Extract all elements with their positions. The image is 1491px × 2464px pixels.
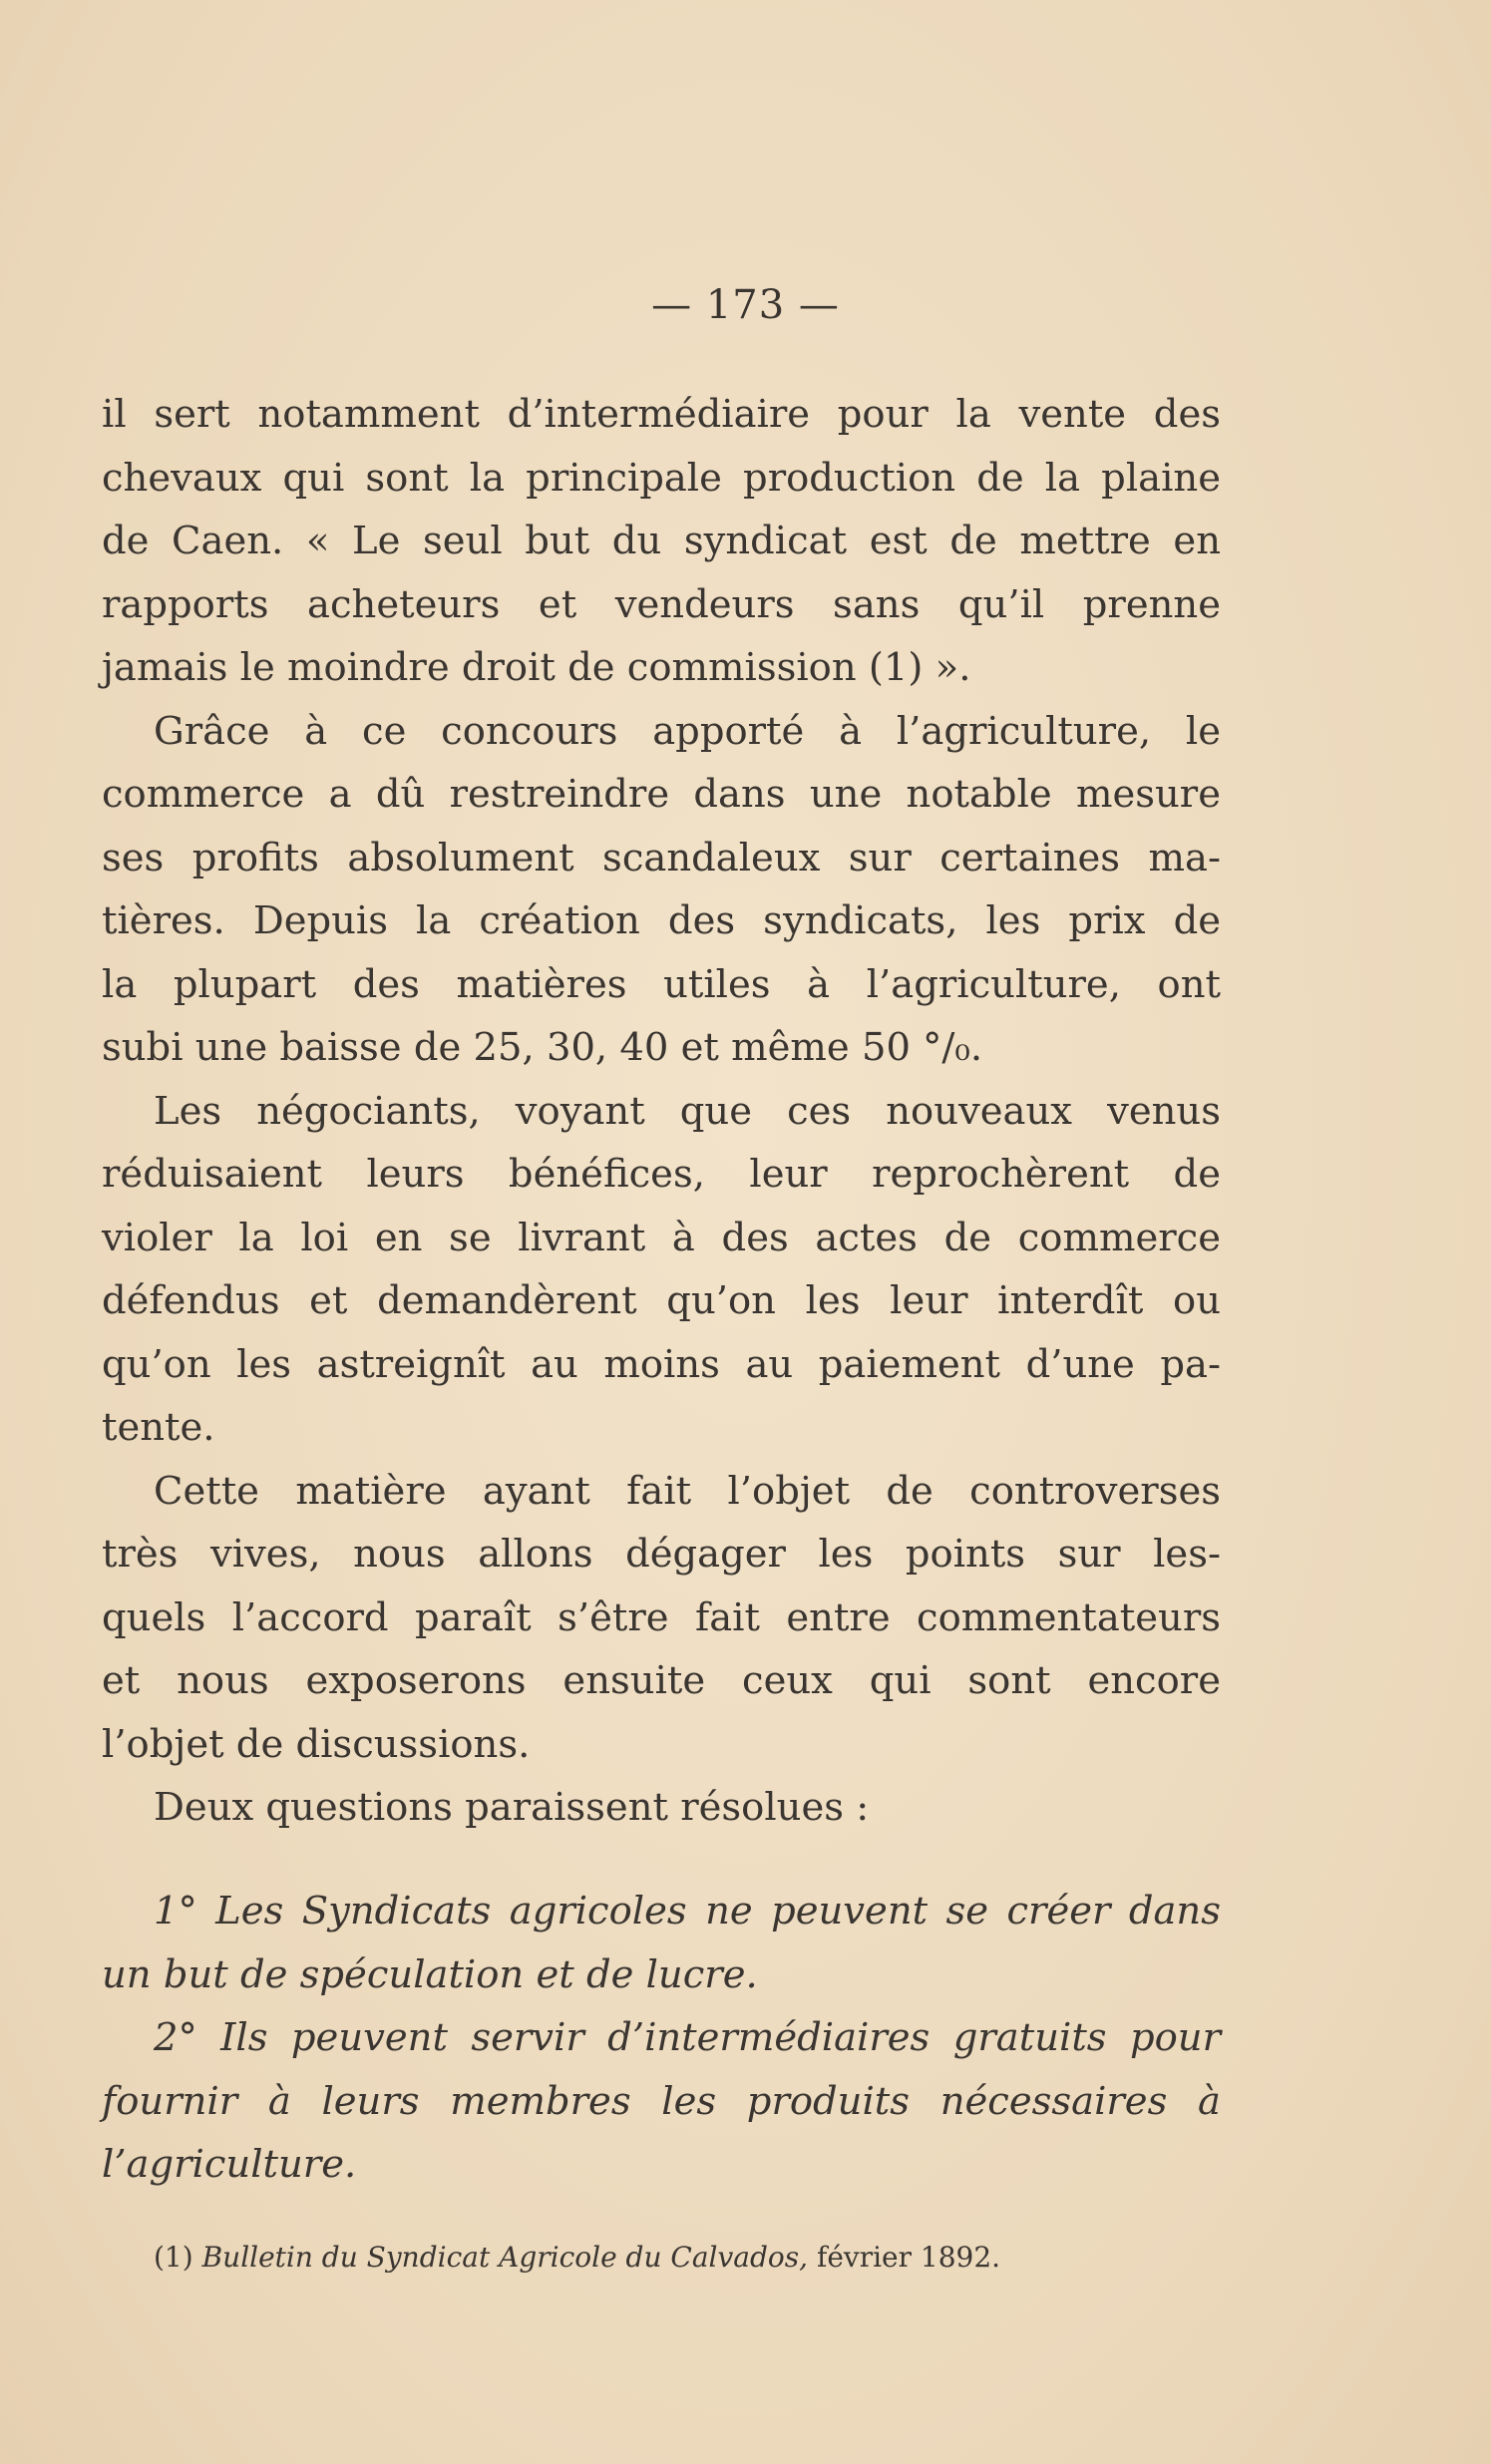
text-line: réduisaient leurs bénéfices, leur reprochèrent de	[102, 1152, 1221, 1197]
text-line: il sert notamment d’intermédiaire pour la vente des	[102, 392, 1221, 437]
text-line: chevaux qui sont la principale production de la plaine	[102, 455, 1221, 501]
text-line: rapports acheteurs et vendeurs sans qu’il prenne	[102, 581, 1221, 627]
page-number: — 173 —	[651, 282, 840, 328]
text-line: défendus et demandèrent qu’on les leur interdît ou	[102, 1278, 1221, 1323]
text-line: tente.	[102, 1405, 215, 1450]
text-line: très vives, nous allons dégager les points sur les-	[102, 1532, 1221, 1577]
text-line: la plupart des matières utiles à l’agriculture, ont	[102, 961, 1221, 1007]
text-line: quels l’accord paraît s’être fait entre commentateurs	[102, 1594, 1221, 1640]
point-line: 2° Ils peuvent servir d’intermédiaires gratuits pour	[154, 2015, 1221, 2060]
text-line: et nous exposerons ensuite ceux qui sont encore	[102, 1658, 1221, 1703]
text-line: l’objet de discussions.	[102, 1721, 531, 1767]
text-line: commerce a dû restreindre dans une notable mesure	[102, 772, 1221, 817]
text-line: Grâce à ce concours apporté à l’agriculture, le	[154, 708, 1221, 754]
footnote-source: Bulletin du Syndicat Agricole du Calvados,	[201, 2241, 809, 2274]
footnote-date: février 1892.	[816, 2241, 1001, 2274]
text-line: violer la loi en se livrant à des actes de commerce	[102, 1215, 1221, 1260]
point-line: un but de spéculation et de lucre.	[102, 1951, 758, 1997]
text-line: subi une baisse de 25, 30, 40 et même 50 °/₀.	[102, 1025, 983, 1070]
resolved-points	[102, 1880, 1221, 2197]
footnote	[154, 2238, 1000, 2278]
text-line: Les négociants, voyant que ces nouveaux venus	[154, 1088, 1221, 1134]
text-line: ses profits absolument scandaleux sur certaines ma-	[102, 835, 1221, 880]
text-line: tières. Depuis la création des syndicats, les prix de	[102, 898, 1221, 943]
point-line: l’agriculture.	[102, 2142, 357, 2187]
text-line: Cette matière ayant fait l’objet de controverses	[154, 1468, 1221, 1514]
text-line: Deux questions paraissent résolues :	[154, 1785, 870, 1830]
point-line: 1° Les Syndicats agricoles ne peuvent se créer dans	[154, 1889, 1221, 1934]
text-line: jamais le moindre droit de commission (1) ».	[102, 645, 971, 690]
text-line: de Caen. « Le seul but du syndicat est de mettre en	[102, 519, 1221, 563]
point-line: fournir à leurs membres les produits nécessaires à	[102, 2078, 1221, 2124]
footnote-marker: (1)	[154, 2241, 193, 2274]
text-line: qu’on les astreignît au moins au paiement d’une pa-	[102, 1341, 1221, 1387]
body-text	[102, 383, 1221, 1840]
